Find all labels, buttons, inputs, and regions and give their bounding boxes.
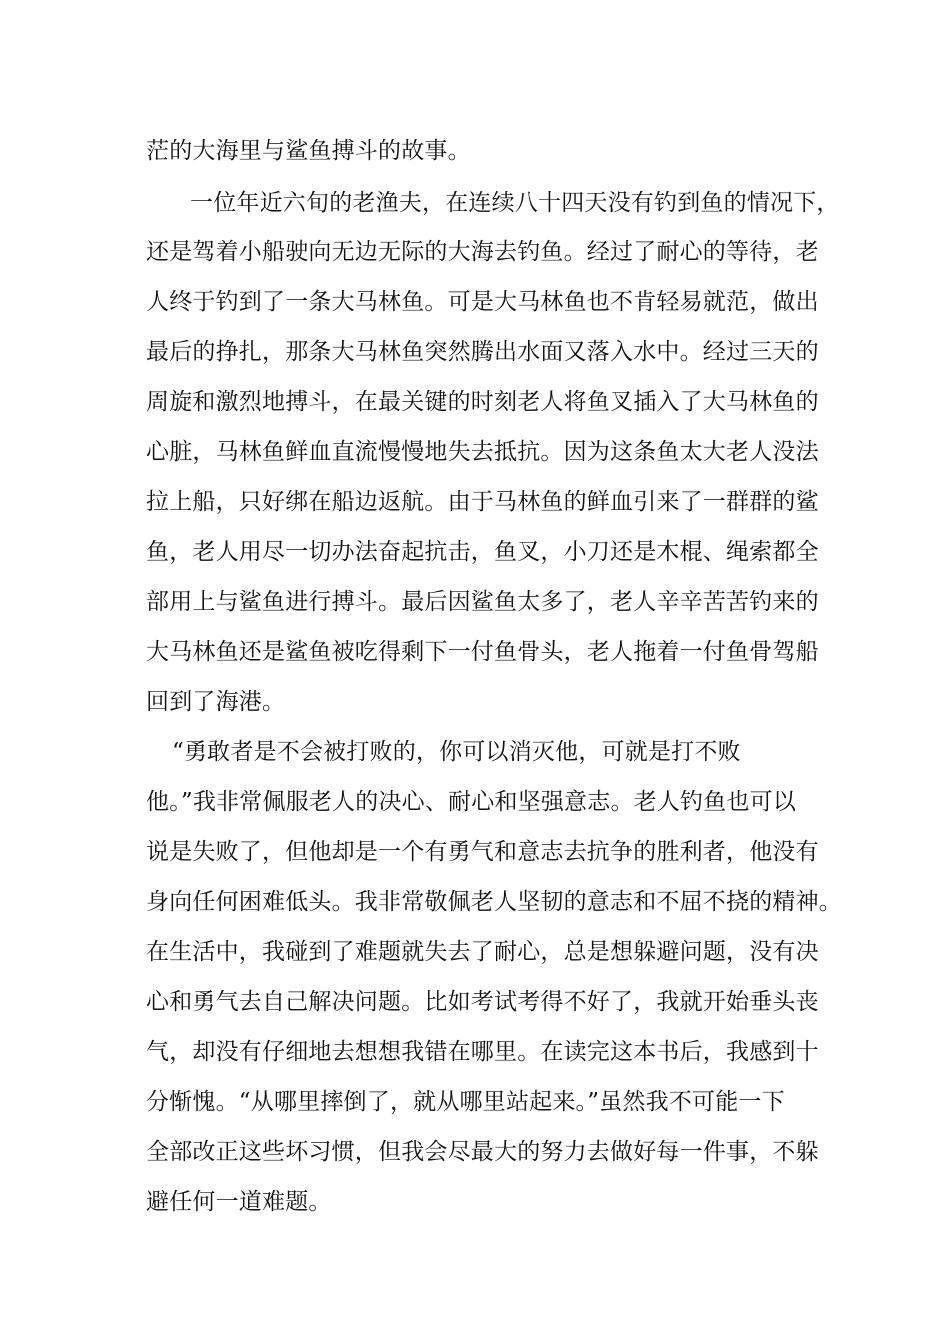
text-line: 在生活中，我碰到了难题就失去了耐心，总是想躲避问题，没有决 [146, 939, 819, 965]
text-line: 全部改正这些坏习惯，但我会尽最大的努力去做好每一件事，不躲 [146, 1139, 819, 1165]
text-line: 拉上船，只好绑在船边返航。由于马林鱼的鲜血引来了一群群的鲨 [146, 489, 819, 515]
text-line: 周旋和激烈地搏斗，在最关键的时刻老人将鱼叉插入了大马林鱼的 [146, 389, 819, 415]
text-line: 茫的大海里与鲨鱼搏斗的故事。 [146, 138, 471, 164]
text-line: 心脏，马林鱼鲜血直流慢慢地失去抵抗。因为这条鱼太大老人没法 [146, 439, 819, 465]
text-line: 鱼，老人用尽一切办法奋起抗击，鱼叉，小刀还是木棍、绳索都全 [146, 539, 819, 565]
text-line: 避任何一道难题。 [146, 1189, 332, 1215]
text-line: 部用上与鲨鱼进行搏斗。最后因鲨鱼太多了，老人辛辛苦苦钓来的 [146, 589, 819, 615]
text-line: 人终于钓到了一条大马林鱼。可是大马林鱼也不肯轻易就范，做出 [146, 289, 819, 315]
paragraph-start-line: 一位年近六旬的老渔夫，在连续八十四天没有钓到鱼的情况下， [190, 190, 840, 216]
paragraph-start-line: “勇敢者是不会被打败的，你可以消灭他，可就是打不败 [172, 739, 741, 765]
text-line: 大马林鱼还是鲨鱼被吃得剩下一付鱼骨头，老人拖着一付鱼骨驾船 [146, 639, 819, 665]
text-line: 最后的挣扎，那条大马林鱼突然腾出水面又落入水中。经过三天的 [146, 339, 819, 365]
text-line: 还是驾着小船驶向无边无际的大海去钓鱼。经过了耐心的等待，老 [146, 239, 819, 265]
text-line: 身向任何困难低头。我非常敬佩老人坚韧的意志和不屈不挠的精神。 [146, 889, 842, 915]
text-line: 心和勇气去自己解决问题。比如考试考得不好了，我就开始垂头丧 [146, 989, 819, 1015]
text-line: 气，却没有仔细地去想想我错在哪里。在读完这本书后，我感到十 [146, 1039, 819, 1065]
text-line: 分惭愧。“从哪里摔倒了，就从哪里站起来。”虽然我不可能一下 [146, 1089, 785, 1115]
text-line: 说是失败了，但他却是一个有勇气和意志去抗争的胜利者，他没有 [146, 839, 819, 865]
text-line: 回到了海港。 [146, 689, 286, 715]
text-line: 他。”我非常佩服老人的决心、耐心和坚强意志。老人钓鱼也可以 [146, 789, 797, 815]
